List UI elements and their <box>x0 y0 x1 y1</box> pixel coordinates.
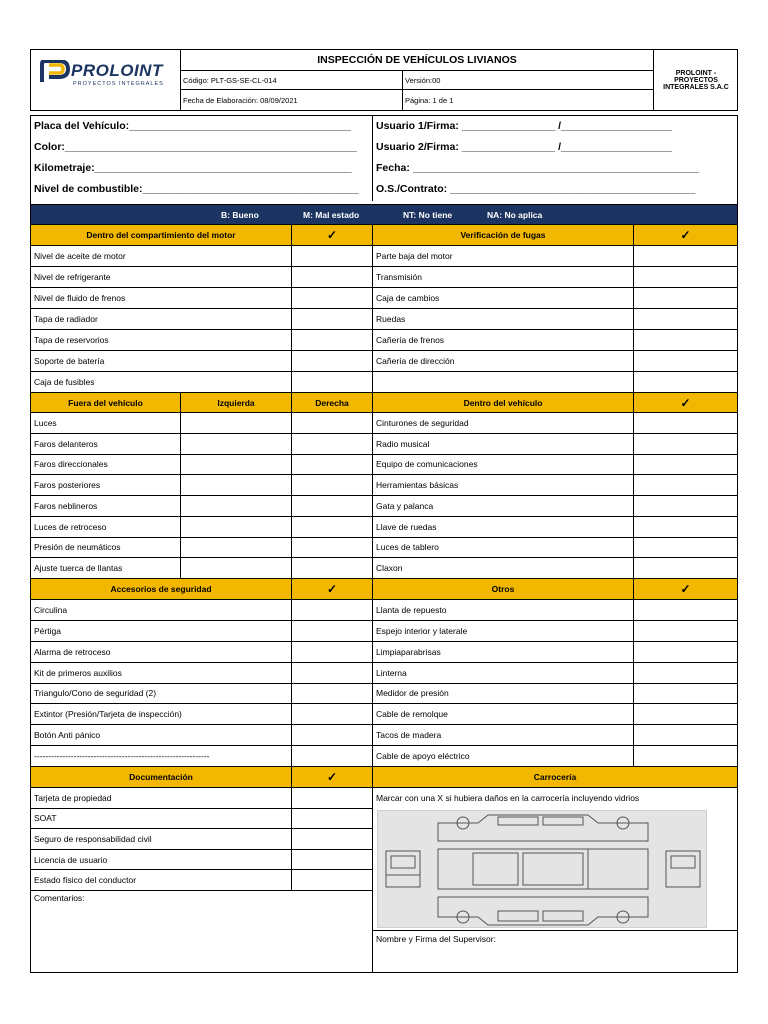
fugas-item: Cañería de dirección <box>373 351 634 372</box>
otros-item: Medidor de presión <box>373 684 634 705</box>
dentro-item: Llave de ruedas <box>373 517 634 538</box>
fuera-item: Faros posteriores <box>31 475 181 496</box>
fugas-header: Verificación de fugas <box>373 225 634 246</box>
otros-item: Espejo interior y laterale <box>373 621 634 642</box>
fuera-check-cell[interactable] <box>292 517 373 538</box>
pagina-field: Página: 1 de 1 <box>403 90 654 110</box>
documentacion-check-cell[interactable] <box>292 829 373 850</box>
color-field[interactable]: Color:__________________________________________________ <box>34 141 357 153</box>
fuera-derecha-header: Derecha <box>292 393 373 413</box>
fuera-item: Faros neblineros <box>31 496 181 517</box>
documentacion-item: Tarjeta de propiedad <box>31 788 292 809</box>
dentro-item: Herramientas básicas <box>373 475 634 496</box>
motor-item: Nivel de fluido de frenos <box>31 288 292 309</box>
otros-check-cell[interactable] <box>634 684 737 705</box>
carroceria-instruction: Marcar con una X si hubiera daños en la carrocería incluyendo vidrios <box>376 793 640 803</box>
dentro-item: Luces de tablero <box>373 538 634 559</box>
usuario2-field[interactable]: Usuario 2/Firma: ________________ /___________________ <box>376 141 672 153</box>
accesorios-check-cell[interactable] <box>292 725 373 746</box>
accesorios-item: Circulina <box>31 600 292 621</box>
dentro-item: Equipo de comunicaciones <box>373 455 634 476</box>
legend-bueno: B: Bueno <box>221 210 259 220</box>
otros-item: Cable de remolque <box>373 704 634 725</box>
motor-check-header: ✓ <box>292 225 373 246</box>
combustible-field[interactable]: Nivel de combustible:_____________________________________ <box>34 183 359 195</box>
dentro-check-cell[interactable] <box>634 517 737 538</box>
otros-check-cell[interactable] <box>634 600 737 621</box>
documentacion-item: Estado físico del conductor <box>31 870 292 891</box>
dentro-check-cell[interactable] <box>634 434 737 455</box>
fuera-check-cell[interactable] <box>292 558 373 579</box>
otros-header: Otros <box>373 579 634 600</box>
fuera-item: Faros direccionales <box>31 455 181 476</box>
company-name: PROLOINT - PROYECTOS INTEGRALES S.A.C <box>663 69 729 91</box>
fuera-check-cell[interactable] <box>292 455 373 476</box>
dentro-item: Radio musical <box>373 434 634 455</box>
documentacion-check-cell[interactable] <box>292 809 373 830</box>
proloint-logo-icon <box>39 60 71 86</box>
fugas-item: Caja de cambios <box>373 288 634 309</box>
dentro-item: Claxon <box>373 558 634 579</box>
accesorios-item: Botón Anti pánico <box>31 725 292 746</box>
fuera-check-cell[interactable] <box>292 413 373 434</box>
documentacion-check-cell[interactable] <box>292 850 373 871</box>
dentro-check-cell[interactable] <box>634 455 737 476</box>
fuera-header: Fuera del vehículo <box>31 393 181 413</box>
fuera-check-cell[interactable] <box>181 413 292 434</box>
version-field: Versión:00 <box>403 71 654 90</box>
placa-field[interactable]: Placa del Vehículo:______________________________________ <box>34 120 352 132</box>
fuera-check-cell[interactable] <box>181 434 292 455</box>
fugas-check-cell[interactable] <box>634 372 737 393</box>
documentacion-item: Licencia de usuario <box>31 850 292 871</box>
motor-item: Tapa de reservorios <box>31 330 292 351</box>
dentro-item: Gata y palanca <box>373 496 634 517</box>
fugas-item <box>373 372 634 393</box>
logo-subtext: PROYECTOS INTEGRALES <box>73 81 164 87</box>
fuera-check-cell[interactable] <box>181 538 292 559</box>
motor-item: Tapa de radiador <box>31 309 292 330</box>
accesorios-check-cell[interactable] <box>292 642 373 663</box>
carroceria-header: Carrocería <box>373 767 737 788</box>
fugas-item: Cañería de frenos <box>373 330 634 351</box>
motor-header: Dentro del compartimiento del motor <box>31 225 292 246</box>
otros-check-header: ✓ <box>634 579 737 600</box>
accesorios-check-cell[interactable] <box>292 600 373 621</box>
motor-check-cell[interactable] <box>292 309 373 330</box>
accesorios-item: -------------------------------------------------------------- <box>31 746 292 767</box>
logo-cell <box>31 50 181 110</box>
fuera-check-cell[interactable] <box>181 496 292 517</box>
accesorios-header: Accesorios de seguridad <box>31 579 292 600</box>
fuera-check-cell[interactable] <box>181 517 292 538</box>
os-contrato-field[interactable]: O.S./Contrato: __________________________________________ <box>376 183 696 195</box>
motor-check-cell[interactable] <box>292 330 373 351</box>
documentacion-item: SOAT <box>31 809 292 830</box>
fugas-check-cell[interactable] <box>634 330 737 351</box>
otros-check-cell[interactable] <box>634 642 737 663</box>
fuera-check-cell[interactable] <box>181 475 292 496</box>
motor-check-cell[interactable] <box>292 372 373 393</box>
motor-check-cell[interactable] <box>292 351 373 372</box>
otros-check-cell[interactable] <box>634 746 737 767</box>
vehicle-outline-icon <box>378 811 708 929</box>
fecha-field[interactable]: Fecha: _________________________________________________ <box>376 162 699 174</box>
accesorios-item: Extintor (Presión/Tarjeta de inspección) <box>31 704 292 725</box>
accesorios-item: Pértiga <box>31 621 292 642</box>
accesorios-item: Kit de primeros auxilios <box>31 663 292 684</box>
motor-check-cell[interactable] <box>292 246 373 267</box>
accesorios-check-cell[interactable] <box>292 621 373 642</box>
fuera-check-cell[interactable] <box>292 496 373 517</box>
dentro-check-cell[interactable] <box>634 558 737 579</box>
fugas-check-cell[interactable] <box>634 309 737 330</box>
fuera-check-cell[interactable] <box>292 475 373 496</box>
dentro-item: Cinturones de seguridad <box>373 413 634 434</box>
accesorios-check-cell[interactable] <box>292 684 373 705</box>
fugas-check-cell[interactable] <box>634 246 737 267</box>
fugas-item: Ruedas <box>373 309 634 330</box>
fuera-check-cell[interactable] <box>292 538 373 559</box>
otros-item: Llanta de repuesto <box>373 600 634 621</box>
fuera-izquierda-header: Izquierda <box>181 393 292 413</box>
documentacion-check-cell[interactable] <box>292 788 373 809</box>
dentro-check-header: ✓ <box>634 393 737 413</box>
otros-item: Tacos de madera <box>373 725 634 746</box>
dentro-check-cell[interactable] <box>634 475 737 496</box>
fuera-check-cell[interactable] <box>181 558 292 579</box>
usuario1-field[interactable]: Usuario 1/Firma: ________________ /___________________ <box>376 120 672 132</box>
document-title: INSPECCIÓN DE VEHÍCULOS LIVIANOS <box>181 50 654 71</box>
motor-item: Soporte de batería <box>31 351 292 372</box>
documentacion-check-cell[interactable] <box>292 870 373 891</box>
dentro-header: Dentro del vehículo <box>373 393 634 413</box>
otros-item: Limpiaparabrisas <box>373 642 634 663</box>
logo-text: PROLOINT <box>71 61 163 80</box>
otros-item: Linterna <box>373 663 634 684</box>
otros-check-cell[interactable] <box>634 725 737 746</box>
codigo-field: Código: PLT-GS-SE-CL-014 <box>181 71 403 90</box>
legend-no-aplica: NA: No aplica <box>487 210 543 220</box>
comments-area[interactable] <box>31 891 373 972</box>
legend-mal-estado: M: Mal estado <box>303 210 360 220</box>
dentro-check-cell[interactable] <box>634 496 737 517</box>
motor-item: Caja de fusibles <box>31 372 292 393</box>
fuera-item: Ajuste tuerca de llantas <box>31 558 181 579</box>
accesorios-item: Alarma de retroceso <box>31 642 292 663</box>
fuera-item: Luces de retroceso <box>31 517 181 538</box>
accesorios-check-cell[interactable] <box>292 663 373 684</box>
motor-item: Nivel de refrigerante <box>31 267 292 288</box>
accesorios-check-cell[interactable] <box>292 746 373 767</box>
documentacion-header: Documentación <box>31 767 292 788</box>
otros-check-cell[interactable] <box>634 663 737 684</box>
motor-check-cell[interactable] <box>292 267 373 288</box>
accesorios-item: Triangulo/Cono de seguridad (2) <box>31 684 292 705</box>
accesorios-check-header: ✓ <box>292 579 373 600</box>
otros-check-cell[interactable] <box>634 704 737 725</box>
documentacion-item: Seguro de responsabilidad civil <box>31 829 292 850</box>
legend-no-tiene: NT: No tiene <box>403 210 453 220</box>
fecha-elaboracion-field: Fecha de Elaboración: 08/09/2021 <box>181 90 403 110</box>
dentro-check-cell[interactable] <box>634 413 737 434</box>
fuera-check-cell[interactable] <box>181 455 292 476</box>
fuera-item: Faros delanteros <box>31 434 181 455</box>
fugas-item: Transmisión <box>373 267 634 288</box>
documentacion-check-header: ✓ <box>292 767 373 788</box>
supervisor-label: Nombre y Firma del Supervisor: <box>376 934 496 944</box>
kilometraje-field[interactable]: Kilometraje:____________________________________________ <box>34 162 352 174</box>
fugas-check-cell[interactable] <box>634 288 737 309</box>
fugas-check-cell[interactable] <box>634 267 737 288</box>
accesorios-check-cell[interactable] <box>292 704 373 725</box>
dentro-check-cell[interactable] <box>634 538 737 559</box>
main-form <box>30 115 738 973</box>
otros-check-cell[interactable] <box>634 621 737 642</box>
fuera-check-cell[interactable] <box>292 434 373 455</box>
otros-item: Cable de apoyo eléctrico <box>373 746 634 767</box>
header-table <box>30 49 738 111</box>
vehicle-diagram[interactable] <box>377 810 707 928</box>
fugas-item: Parte baja del motor <box>373 246 634 267</box>
fugas-check-header: ✓ <box>634 225 737 246</box>
fuera-item: Luces <box>31 413 181 434</box>
fugas-check-cell[interactable] <box>634 351 737 372</box>
comments-label: Comentarios: <box>34 893 85 903</box>
fuera-item: Presión de neumáticos <box>31 538 181 559</box>
legend-bar <box>31 204 737 225</box>
motor-check-cell[interactable] <box>292 288 373 309</box>
motor-item: Nivel de aceite de motor <box>31 246 292 267</box>
